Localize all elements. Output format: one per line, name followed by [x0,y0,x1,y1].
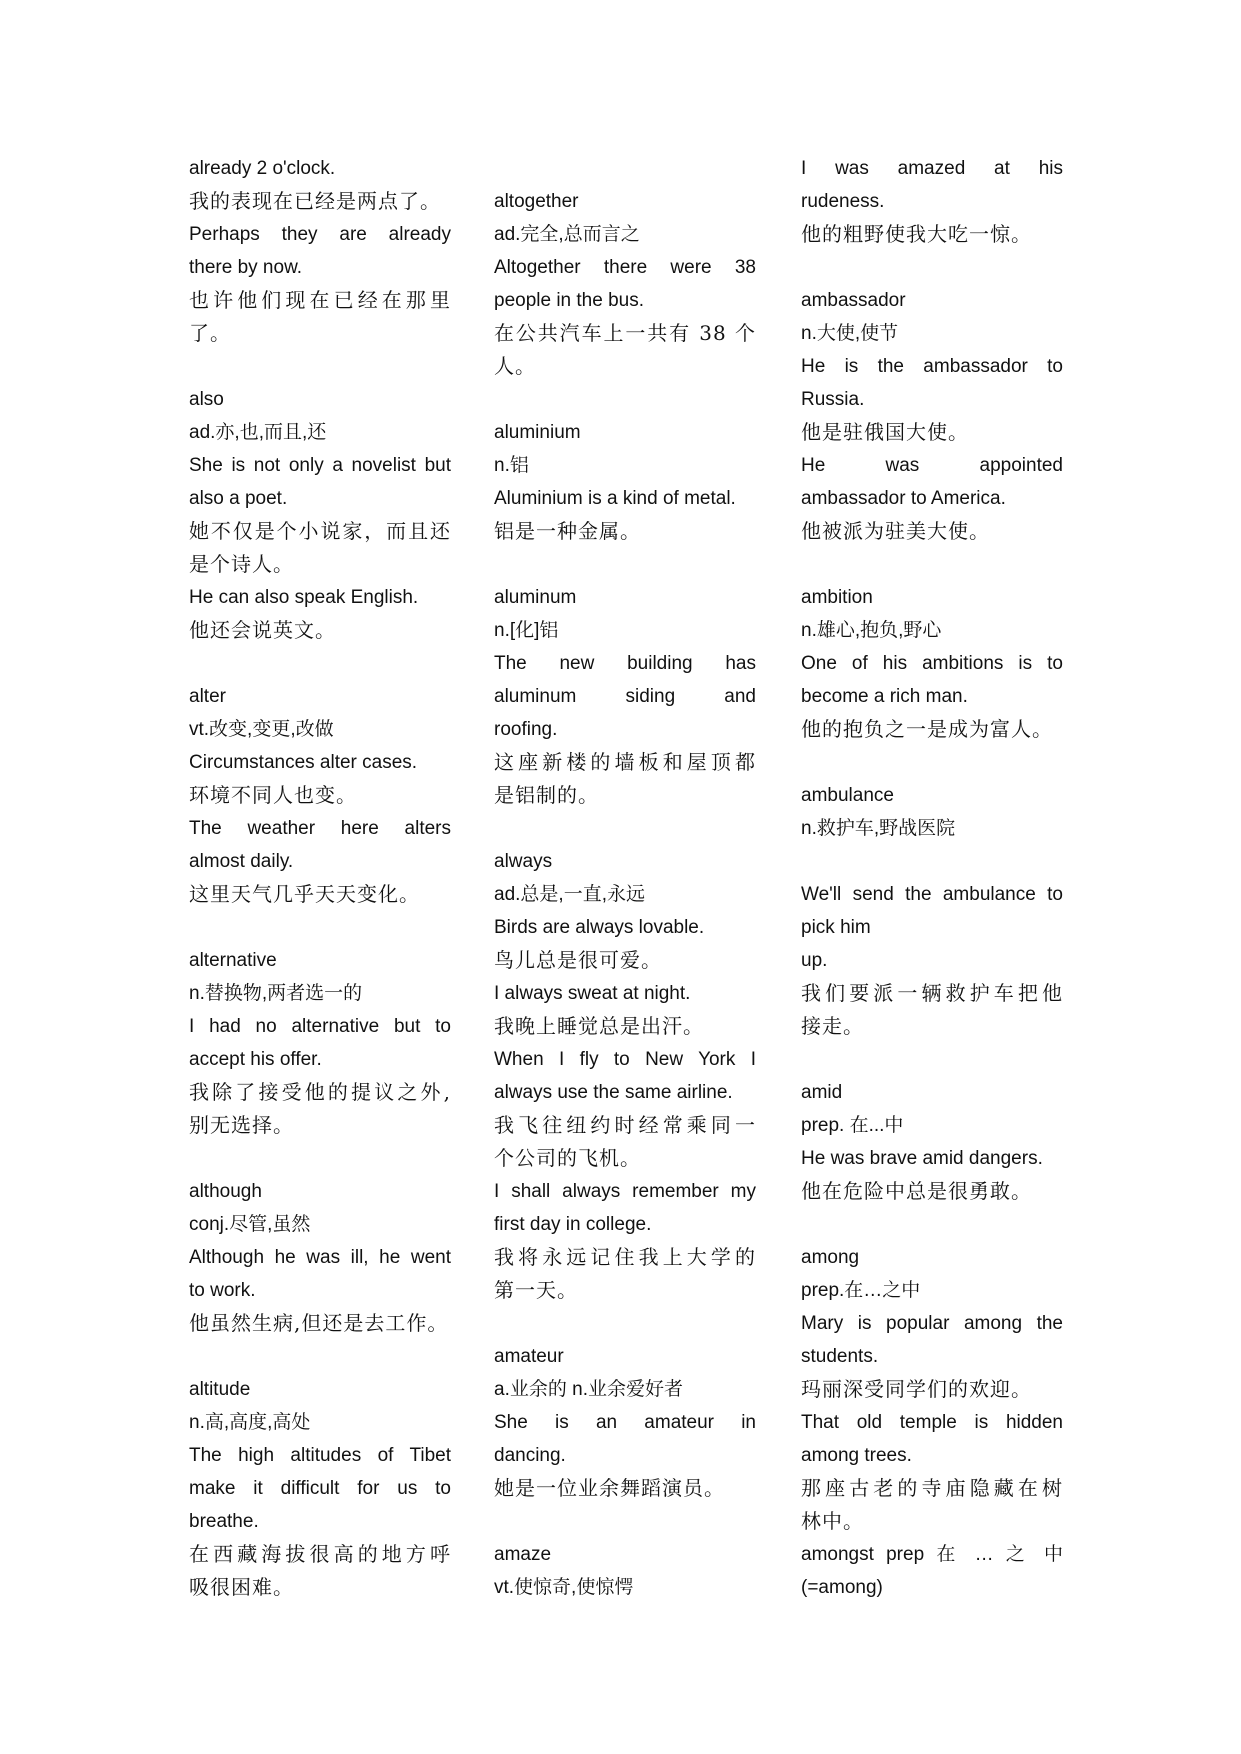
column-1 [189,152,451,1604]
english-text-line: vt.改变,变更,改做 [189,719,334,740]
chinese-text-line: 是个诗人。 [189,552,294,576]
chinese-text-line: 鸟儿总是很可爱。 [494,948,662,972]
english-text-line: ad.完全,总而言之 [494,224,640,245]
english-text-line: become a rich man. [801,686,968,707]
chinese-text-line: 也许他们现在已经在那里 [189,288,451,312]
english-text-line: ambassador [801,290,906,311]
chinese-text-line: 他的抱负之一是成为富人。 [801,717,1053,741]
english-text-line: always use the same airline. [494,1082,733,1103]
english-text-line: amateur [494,1346,564,1367]
blank-line [189,911,451,944]
chinese-text-line: 在公共汽车上一共有 38 个 [494,321,756,345]
english-text-line: ad.总是,一直,永远 [494,884,645,905]
english-text-line: students. [801,1346,879,1367]
english-text-line: Birds are always lovable. [494,917,705,938]
chinese-text-line: 在西藏海拔很高的地方呼 [189,1542,451,1566]
english-text-line: a.业余的 n.业余爱好者 [494,1379,683,1400]
english-text-line: ambassador to America. [801,488,1006,509]
english-text-line: first day in college. [494,1214,652,1235]
english-text-line: altogether [494,191,579,212]
chinese-text-line: 吸很困难。 [189,1575,294,1599]
english-text-line: rudeness. [801,191,885,212]
chinese-text-line: 他虽然生病,但还是去工作。 [189,1311,449,1335]
chinese-text-line: 第一天。 [494,1278,578,1302]
english-text-line: also [189,389,224,410]
english-text-line: He was brave amid dangers. [801,1148,1043,1169]
english-text-line: ambition [801,587,873,608]
column-3 [801,152,1063,1604]
blank-line [494,1307,756,1340]
chinese-text-line: 那座古老的寺庙隐藏在树 [801,1476,1063,1500]
english-text-line: Mary is popular among the [801,1313,1063,1334]
chinese-text-line: 林中。 [801,1509,864,1533]
english-text-line: alternative [189,950,277,971]
chinese-text-line: 环境不同人也变。 [189,783,357,807]
english-text-line: amaze [494,1544,552,1565]
chinese-text-line: 别无选择。 [189,1113,294,1137]
english-text-line: Russia. [801,389,865,410]
english-text-line: prep.在…之中 [801,1280,921,1301]
chinese-text-line: 是铝制的。 [494,783,599,807]
chinese-text-line: 他在危险中总是很勇敢。 [801,1179,1032,1203]
chinese-text-line: 我将永远记住我上大学的 [494,1245,756,1269]
chinese-text-line: 他还会说英文。 [189,618,336,642]
chinese-text-line: 我的表现在已经是两点了。 [189,189,441,213]
english-text-line: although [189,1181,262,1202]
english-text-line: amid [801,1082,843,1103]
english-text-line: almost daily. [189,851,294,872]
chinese-text-line: 人。 [494,354,536,378]
english-text-line: n.高,高度,高处 [189,1412,311,1433]
english-text-line: (=among) [801,1577,883,1598]
english-text-line: I always sweat at night. [494,983,691,1004]
english-text-line: n.大使,使节 [801,323,899,344]
blank-line [801,548,1063,581]
english-text-line: I had no alternative but to [189,1016,451,1037]
chinese-text-line: 我除了接受他的提议之外, [189,1080,451,1104]
blank-line [189,1142,451,1175]
blank-line [801,251,1063,284]
blank-line [801,845,1063,878]
english-text-line: among trees. [801,1445,912,1466]
english-text-line: He was appointed [801,455,1063,476]
english-text-line: dancing. [494,1445,566,1466]
english-text-line: Perhaps they are already [189,224,451,245]
blank-line [494,1505,756,1538]
blank-line [189,647,451,680]
chinese-text-line: 我飞往纽约时经常乘同一 [494,1113,756,1137]
chinese-text-line: 铝是一种金属。 [494,519,641,543]
english-text-line: ad.亦,也,而且,还 [189,422,327,443]
english-text-line: The new building has [494,653,756,674]
english-text-line: vt.使惊奇,使惊愕 [494,1577,634,1598]
english-text-line: One of his ambitions is to [801,653,1063,674]
english-text-line: aluminium [494,422,581,443]
english-text-line: conj.尽管,虽然 [189,1214,311,1235]
blank-line [494,383,756,416]
chinese-text-line: 他被派为驻美大使。 [801,519,990,543]
chinese-text-line: 他是驻俄国大使。 [801,420,969,444]
english-text-line: roofing. [494,719,558,740]
chinese-text-line: 个公司的飞机。 [494,1146,641,1170]
english-text-line: make it difficult for us to [189,1478,451,1499]
english-text-line: The high altitudes of Tibet [189,1445,451,1466]
english-text-line: there by now. [189,257,303,278]
english-text-line: altitude [189,1379,251,1400]
english-text-line: n.[化]铝 [494,620,559,641]
english-text-line: also a poet. [189,488,288,509]
english-text-line: among [801,1247,860,1268]
english-text-line: breathe. [189,1511,259,1532]
chinese-text-line: 玛丽深受同学们的欢迎。 [801,1377,1032,1401]
chinese-text-line: 他的粗野使我大吃一惊。 [801,222,1032,246]
blank-line [494,812,756,845]
english-text-line: accept his offer. [189,1049,322,1070]
english-text-line: That old temple is hidden [801,1412,1063,1433]
english-text-line: to work. [189,1280,256,1301]
blank-line [801,746,1063,779]
chinese-text-line: 了。 [189,321,231,345]
english-text-line: I was amazed at his [801,158,1063,179]
english-text-line: The weather here alters [189,818,451,839]
blank-line [189,350,451,383]
english-text-line: aluminum siding and [494,686,756,707]
english-text-line: He can also speak English. [189,587,419,608]
english-text-line: Circumstances alter cases. [189,752,418,773]
english-text-line: n.铝 [494,455,529,476]
chinese-text-line: 她是一位业余舞蹈演员。 [494,1476,725,1500]
english-text-line: prep. 在...中 [801,1115,904,1136]
english-text-line: already 2 o'clock. [189,158,336,179]
chinese-text-line: 我们要派一辆救护车把他 [801,981,1063,1005]
english-text-line: up. [801,950,828,971]
chinese-text-line: 这里天气几乎天天变化。 [189,882,420,906]
english-text-line: n.救护车,野战医院 [801,818,956,839]
english-text-line: Although he was ill, he went [189,1247,451,1268]
english-text-line: We'll send the ambulance to [801,884,1063,905]
english-text-line: When I fly to New York I [494,1049,756,1070]
english-text-line: n.替换物,两者选一的 [189,983,363,1004]
english-text-line: She is an amateur in [494,1412,756,1433]
english-text-line: She is not only a novelist but [189,455,451,476]
chinese-text-line: 这座新楼的墙板和屋顶都 [494,750,756,774]
english-text-line: people in the bus. [494,290,645,311]
english-text-line: pick him [801,917,871,938]
english-text-line: n.雄心,抱负,野心 [801,620,942,641]
column-2 [494,185,756,1604]
chinese-text-line: 接走。 [801,1014,864,1038]
chinese-text-line: 她不仅是个小说家，而且还 [189,519,451,543]
blank-line [801,1043,1063,1076]
english-text-line: alter [189,686,226,707]
blank-line [801,1208,1063,1241]
english-text-line: I shall always remember my [494,1181,756,1202]
english-text-line: ambulance [801,785,894,806]
english-text-line: amongst prep 在 … 之 中 [801,1544,1063,1565]
blank-line [494,548,756,581]
blank-line [189,1340,451,1373]
english-text-line: He is the ambassador to [801,356,1063,377]
english-text-line: aluminum [494,587,577,608]
chinese-text-line: 我晚上睡觉总是出汗。 [494,1014,704,1038]
english-text-line: always [494,851,553,872]
english-text-line: Aluminium is a kind of metal. [494,488,736,509]
english-text-line: Altogether there were 38 [494,257,756,278]
